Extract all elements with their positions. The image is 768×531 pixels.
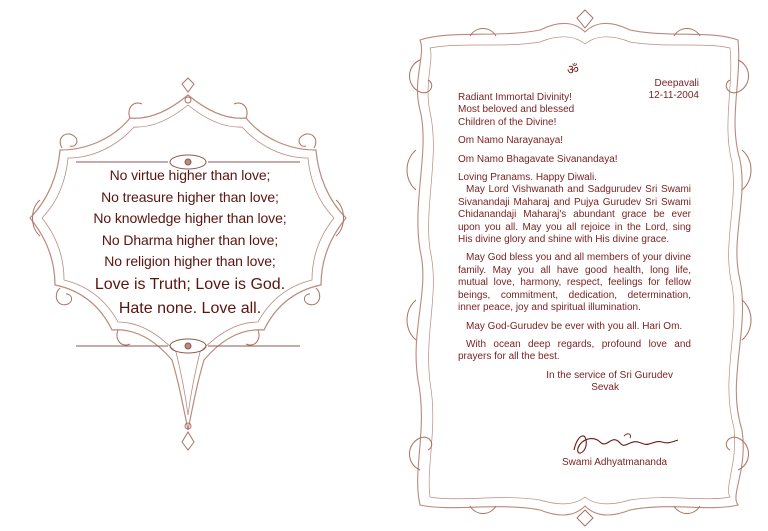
letter-date-block	[643, 78, 699, 102]
letter-paragraph: May Lord Vishwanath and Sadgurudev Sri Swami Sivanandaji Maharaj and Pujya Gurudev Sri Swami Chidanandaji Maharaj's abundant grace be ever upon you all. May you all rejoice in the Lord, sing His divine glory and shine with His divine grace.	[458, 184, 691, 246]
closing-line: In the service of Sri Gurudev	[546, 369, 673, 381]
letter-paragraph: With ocean deep regards, profound love and prayers for all the best.	[458, 338, 691, 363]
quote-line: No knowledge higher than love;	[93, 210, 287, 226]
signature-name: Swami Adhyatmananda	[562, 457, 668, 468]
om-symbol: ॐ	[567, 63, 579, 78]
salutation-line: Radiant Immortal Divinity!	[458, 92, 572, 103]
quote-line: No treasure higher than love;	[101, 188, 279, 205]
love-quote-panel	[72, 165, 308, 321]
diwali-letter	[458, 78, 699, 395]
quote-line: No Dharma higher than love;	[101, 231, 279, 248]
handwritten-signature	[568, 428, 698, 458]
date-title: Deepavali	[654, 78, 699, 89]
date-value: 12-11-2004	[648, 90, 699, 101]
letter-paragraph: May God bless you and all members of your divine family. May you all have good health, long life, mutual love, harmony, respect, feelings for fellow beings, commitment, dedication, determination, inner peace, joy and spiritual illumination.	[458, 252, 691, 314]
quote-emphasis-line: Love is Truth; Love is God.	[94, 275, 286, 293]
salutation-line: Children of the Divine!	[458, 116, 557, 128]
letter-paragraph: May God-Gurudev be ever with you all. Hari Om.	[466, 320, 683, 332]
greeting-line: Loving Pranams. Happy Diwali.	[458, 172, 597, 184]
sevak-line: Sevak	[591, 382, 619, 394]
greeting-line: Om Namo Bhagavate Sivanandaya!	[458, 153, 618, 165]
greeting-line: Om Namo Narayanaya!	[458, 135, 564, 147]
salutation-line: Most beloved and blessed	[458, 104, 575, 116]
quote-line: No religion higher than love;	[104, 253, 276, 269]
quote-line: No virtue higher than love;	[109, 167, 271, 183]
quote-emphasis-line: Hate none. Love all.	[118, 299, 262, 317]
